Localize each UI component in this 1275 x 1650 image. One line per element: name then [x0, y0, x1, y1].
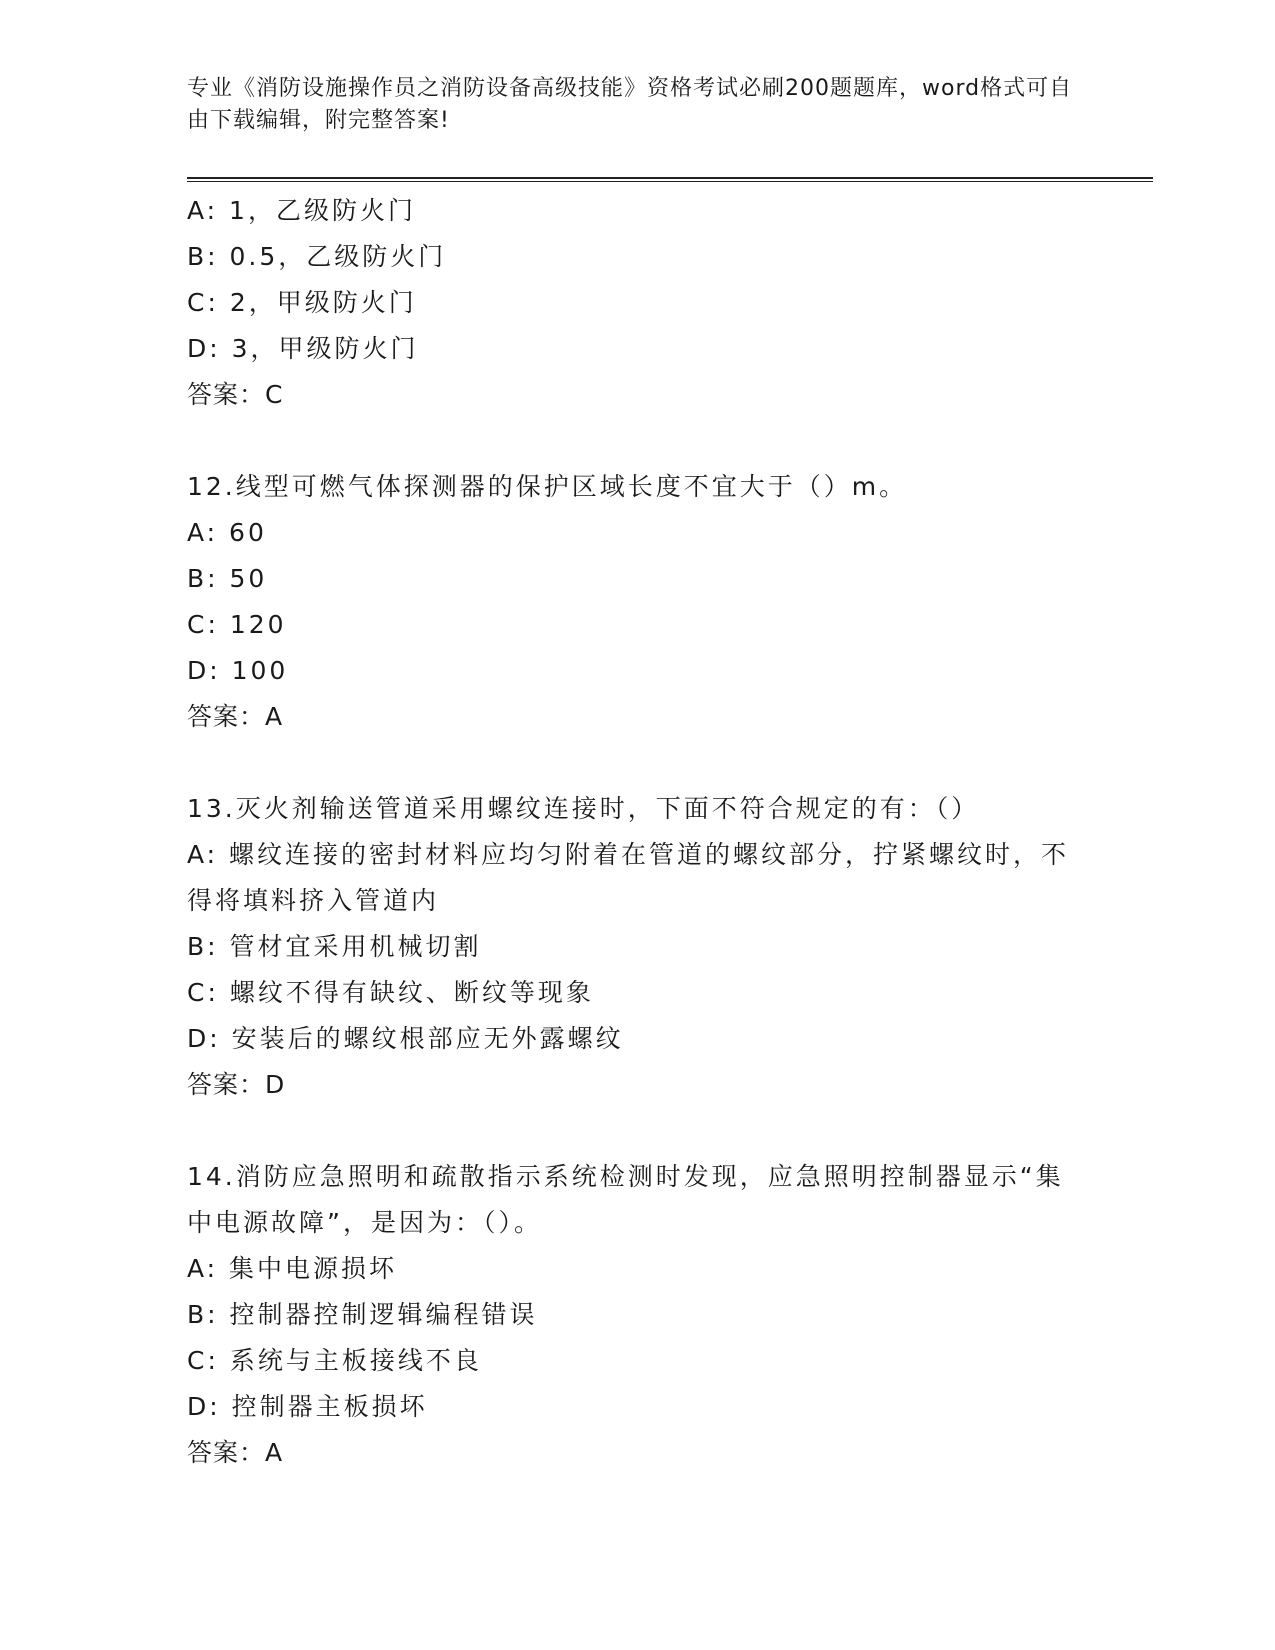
answer-text: 答案：D	[187, 1070, 286, 1099]
option-b: B: 0.5，乙级防火门	[187, 242, 447, 271]
question-block	[187, 188, 1087, 418]
document-header: 专业《消防设施操作员之消防设备高级技能》资格考试必刷200题题库，word格式可自由下载编辑，附完整答案!	[187, 76, 1073, 133]
answer-text: 答案：A	[187, 1438, 284, 1467]
option-a: A: 集中电源损坏	[187, 1254, 398, 1283]
option-a: A: 螺纹连接的密封材料应均匀附着在管道的螺纹部分，拧紧螺纹时，不得将填料挤入管道内	[187, 840, 1070, 915]
option-c: C: 120	[187, 610, 287, 639]
question-list	[187, 188, 1087, 1476]
option-b: B: 50	[187, 564, 268, 593]
answer-text: 答案：C	[187, 380, 284, 409]
option-d: D: 100	[187, 656, 289, 685]
question-block	[187, 786, 1087, 1108]
question-block	[187, 1154, 1087, 1476]
option-a: A: 1，乙级防火门	[187, 196, 416, 225]
option-c: C: 系统与主板接线不良	[187, 1346, 482, 1375]
option-c: C: 2，甲级防火门	[187, 288, 417, 317]
question-text: 14.消防应急照明和疏散指示系统检测时发现，应急照明控制器显示“集中电源故障”，是因为：（）。	[187, 1162, 1064, 1237]
question-block	[187, 464, 1087, 740]
option-a: A: 60	[187, 518, 267, 547]
answer-text: 答案：A	[187, 702, 284, 731]
option-d: D: 3，甲级防火门	[187, 334, 419, 363]
option-d: D: 控制器主板损坏	[187, 1392, 428, 1421]
option-b: B: 管材宜采用机械切割	[187, 932, 482, 961]
question-text: 13.灭火剂输送管道采用螺纹连接时，下面不符合规定的有：（）	[187, 794, 980, 823]
option-d: D: 安装后的螺纹根部应无外露螺纹	[187, 1024, 624, 1053]
question-text: 12.线型可燃气体探测器的保护区域长度不宜大于（）m。	[187, 472, 908, 501]
option-c: C: 螺纹不得有缺纹、断纹等现象	[187, 978, 594, 1007]
option-b: B: 控制器控制逻辑编程错误	[187, 1300, 538, 1329]
header-divider	[187, 177, 1153, 182]
